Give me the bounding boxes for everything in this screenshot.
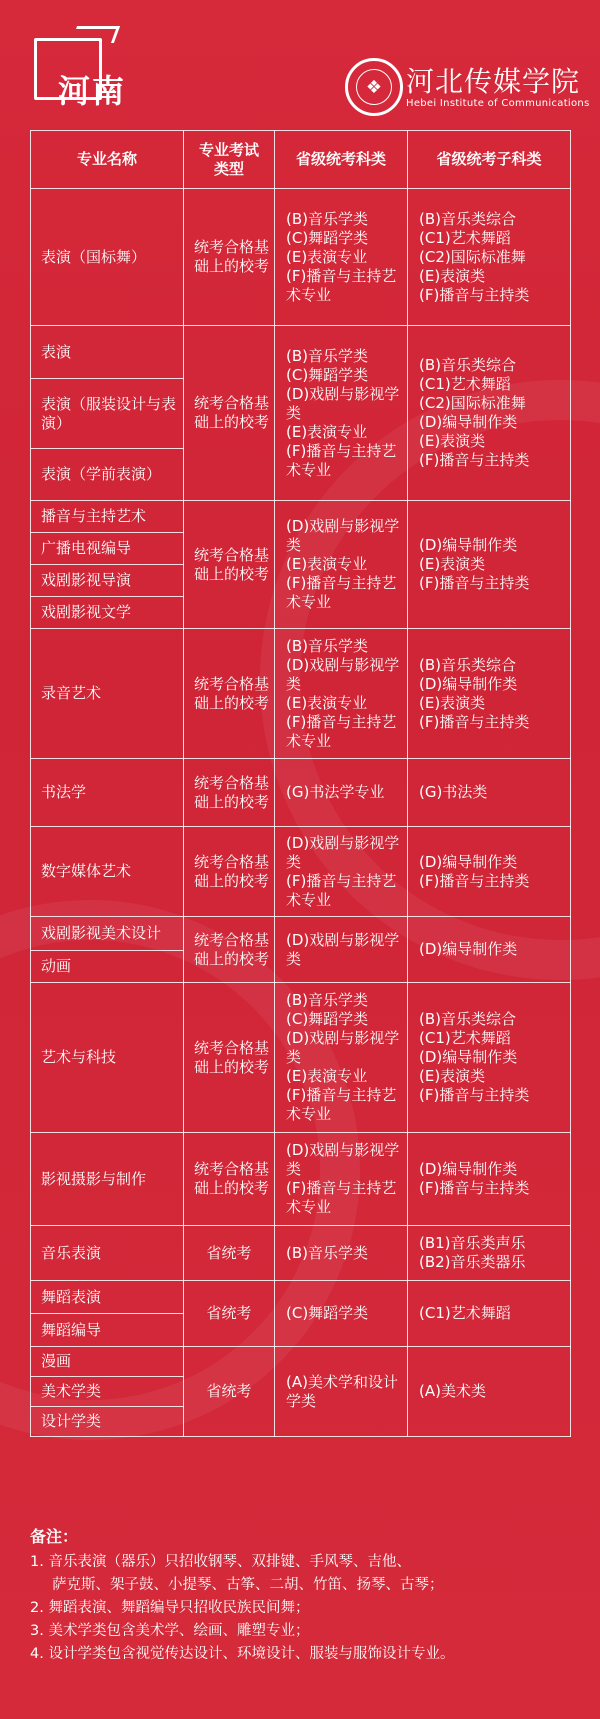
note-item: 1. 音乐表演（器乐）只招收钢琴、双排键、手风琴、吉他、 [30,1554,411,1570]
subcategory-item: (C1)艺术舞蹈 [419,228,511,247]
category-cell [275,189,408,326]
table-row [31,629,571,759]
subcategory-item: (D)编导制作类 [419,940,518,958]
school-name-cn: 河北传媒学院 [406,65,581,98]
subcategory-item: (B)音乐类综合 [419,356,516,374]
exam-type-cell: 统考合格基础上的校考 [184,759,275,827]
notes-title: 备注： [30,1527,79,1546]
category-cell [275,1133,408,1226]
exam-type-cell: 统考合格基础上的校考 [184,629,275,759]
subcategory-item: (D)编导制作类 [419,852,518,871]
table-row [31,1347,571,1377]
subcategory-item: (C1)艺术舞蹈 [419,1304,511,1322]
major-name-cell: 美术学类 [31,1377,184,1407]
subcategory-item: (C1)艺术舞蹈 [419,375,511,393]
category-item: (E)表演专业 [286,555,368,573]
subcategory-item: (B2)音乐类器乐 [419,1253,526,1271]
subcategory-item: (F)播音与主持类 [419,1179,530,1197]
subcategory-item: (E)表演类 [419,1067,486,1085]
header-subcategory: 省级统考子科类 [408,131,571,189]
subcategory-item: (D)编导制作类 [419,1160,518,1178]
subcategory-item: (D)编导制作类 [419,1048,518,1066]
table-row [31,1226,571,1281]
category-cell [275,629,408,759]
major-name-cell: 广播电视编导 [31,533,184,565]
subcategory-item: (B)音乐类综合 [419,1010,516,1028]
school-logo-icon: ❖ [345,58,403,116]
subcategory-item: (F)播音与主持类 [419,574,530,592]
major-name-cell: 表演（服装设计与表演） [31,379,184,449]
category-cell [275,759,408,827]
category-item: (C)舞蹈学类 [286,1304,369,1322]
category-item: (G)书法学专业 [286,783,385,801]
category-item: (B)音乐学类 [286,991,368,1009]
category-item: (D)戏剧与影视学类 [286,655,400,693]
category-item: (D)戏剧与影视学类 [286,517,400,554]
category-cell [275,827,408,917]
notes [30,1524,570,1666]
header-major: 专业名称 [31,131,184,189]
table-row [31,827,571,917]
category-item: (F)播音与主持艺术专业 [286,712,397,750]
category-cell [275,1281,408,1347]
exam-type-cell: 省统考 [184,1281,275,1347]
category-item: (E)表演专业 [286,693,368,712]
major-name-cell: 动画 [31,951,184,983]
subcategory-item: (F)播音与主持类 [419,285,530,304]
admission-table [30,130,571,1437]
subcategory-item: (D)编导制作类 [419,413,518,431]
category-item: (B)音乐学类 [286,346,368,365]
subcategory-cell [408,917,571,983]
major-name-cell: 录音艺术 [31,629,184,759]
school-name-en: Hebei Institute of Communications [406,98,590,109]
major-name-cell: 数字媒体艺术 [31,827,184,917]
exam-type-cell: 省统考 [184,1226,275,1281]
header [0,0,600,120]
category-item: (F)播音与主持艺术专业 [286,1086,397,1123]
category-cell [275,326,408,501]
subcategory-cell [408,501,571,629]
subcategory-item: (B)音乐类综合 [419,209,516,228]
table-row [31,759,571,827]
subcategory-item: (E)表演类 [419,266,486,285]
category-item: (B)音乐学类 [286,1243,368,1262]
exam-type-cell: 统考合格基础上的校考 [184,189,275,326]
subcategory-cell [408,983,571,1133]
subcategory-cell [408,629,571,759]
category-item: (B)音乐学类 [286,636,368,655]
subcategory-cell [408,1133,571,1226]
major-name-cell: 表演（国标舞） [31,189,184,326]
exam-type-cell: 省统考 [184,1347,275,1437]
category-item: (B)音乐学类 [286,209,368,228]
subcategory-item: (E)表演类 [419,693,486,712]
subcategory-item: (F)播音与主持类 [419,871,530,890]
subcategory-item: (F)播音与主持类 [419,1086,530,1104]
category-item: (D)戏剧与影视学类 [286,1141,400,1178]
note-item: 3. 美术学类包含美术学、绘画、雕塑专业； [30,1623,310,1639]
header-exam-type: 专业考试类型 [184,131,275,189]
major-name-cell: 设计学类 [31,1407,184,1437]
major-name-cell: 播音与主持艺术 [31,501,184,533]
note-item: 萨克斯、架子鼓、小提琴、古筝、二胡、竹笛、扬琴、古琴； [52,1577,444,1593]
subcategory-item: (B)音乐类综合 [419,655,516,674]
category-cell [275,1226,408,1281]
major-name-cell: 舞蹈表演 [31,1281,184,1314]
table-row [31,189,571,326]
major-name-cell: 艺术与科技 [31,983,184,1133]
table-row [31,326,571,379]
exam-type-cell: 统考合格基础上的校考 [184,827,275,917]
category-item: (C)舞蹈学类 [286,365,369,384]
category-cell [275,917,408,983]
major-name-cell: 舞蹈编导 [31,1314,184,1347]
subcategory-item: (E)表演类 [419,555,486,573]
category-item: (E)表演专业 [286,247,368,266]
major-name-cell: 戏剧影视导演 [31,565,184,597]
subcategory-cell [408,759,571,827]
subcategory-cell [408,827,571,917]
category-item: (E)表演专业 [286,422,368,441]
category-item: (C)舞蹈学类 [286,1010,369,1028]
subcategory-item: (A)美术类 [419,1382,486,1400]
note-item: 2. 舞蹈表演、舞蹈编导只招收民族民间舞； [30,1600,310,1616]
major-name-cell: 音乐表演 [31,1226,184,1281]
subcategory-cell [408,1226,571,1281]
exam-type-cell: 统考合格基础上的校考 [184,501,275,629]
subcategory-item: (F)播音与主持类 [419,712,530,731]
category-item: (A)美术学和设计学类 [286,1372,398,1410]
subcategory-item: (B1)音乐类声乐 [419,1234,526,1252]
major-name-cell: 影视摄影与制作 [31,1133,184,1226]
category-item: (C)舞蹈学类 [286,228,369,247]
category-item: (F)播音与主持艺术专业 [286,441,397,479]
subcategory-item: (D)编导制作类 [419,536,518,554]
category-item: (F)播音与主持艺术专业 [286,1179,397,1216]
table-row [31,983,571,1133]
table-row [31,1133,571,1226]
subcategory-item: (C2)国际标准舞 [419,394,526,412]
major-name-cell: 漫画 [31,1347,184,1377]
subcategory-cell [408,1347,571,1437]
exam-type-cell: 统考合格基础上的校考 [184,917,275,983]
note-item: 4. 设计学类包含视觉传达设计、环境设计、服装与服饰设计专业。 [30,1646,455,1662]
category-item: (D)戏剧与影视学类 [286,833,400,871]
subcategory-cell [408,1281,571,1347]
category-item: (D)戏剧与影视学类 [286,930,400,968]
subcategory-item: (C2)国际标准舞 [419,247,526,266]
category-item: (E)表演专业 [286,1067,368,1085]
category-item: (F)播音与主持艺术专业 [286,574,397,611]
subcategory-item: (G)书法类 [419,783,488,801]
major-name-cell: 表演（学前表演） [31,449,184,501]
province-tab-icon [71,26,120,43]
table-row [31,501,571,533]
header-category: 省级统考科类 [275,131,408,189]
subcategory-item: (E)表演类 [419,432,486,450]
subcategory-cell [408,189,571,326]
category-cell [275,983,408,1133]
exam-type-cell: 统考合格基础上的校考 [184,1133,275,1226]
province-title: 河南 [58,72,127,110]
table-header-row [31,131,571,189]
table-row [31,917,571,951]
category-item: (F)播音与主持艺术专业 [286,266,397,304]
major-name-cell: 书法学 [31,759,184,827]
category-cell [275,1347,408,1437]
major-name-cell: 戏剧影视文学 [31,597,184,629]
category-item: (D)戏剧与影视学类 [286,384,400,422]
exam-type-cell: 统考合格基础上的校考 [184,326,275,501]
subcategory-item: (C1)艺术舞蹈 [419,1029,511,1047]
category-cell [275,501,408,629]
category-item: (F)播音与主持艺术专业 [286,871,397,909]
table-body [31,189,571,1437]
major-name-cell: 表演 [31,326,184,379]
exam-type-cell: 统考合格基础上的校考 [184,983,275,1133]
subcategory-item: (F)播音与主持类 [419,451,530,469]
subcategory-item: (D)编导制作类 [419,674,518,693]
table-row [31,1281,571,1314]
category-item: (D)戏剧与影视学类 [286,1029,400,1066]
major-name-cell: 戏剧影视美术设计 [31,917,184,951]
subcategory-cell [408,326,571,501]
